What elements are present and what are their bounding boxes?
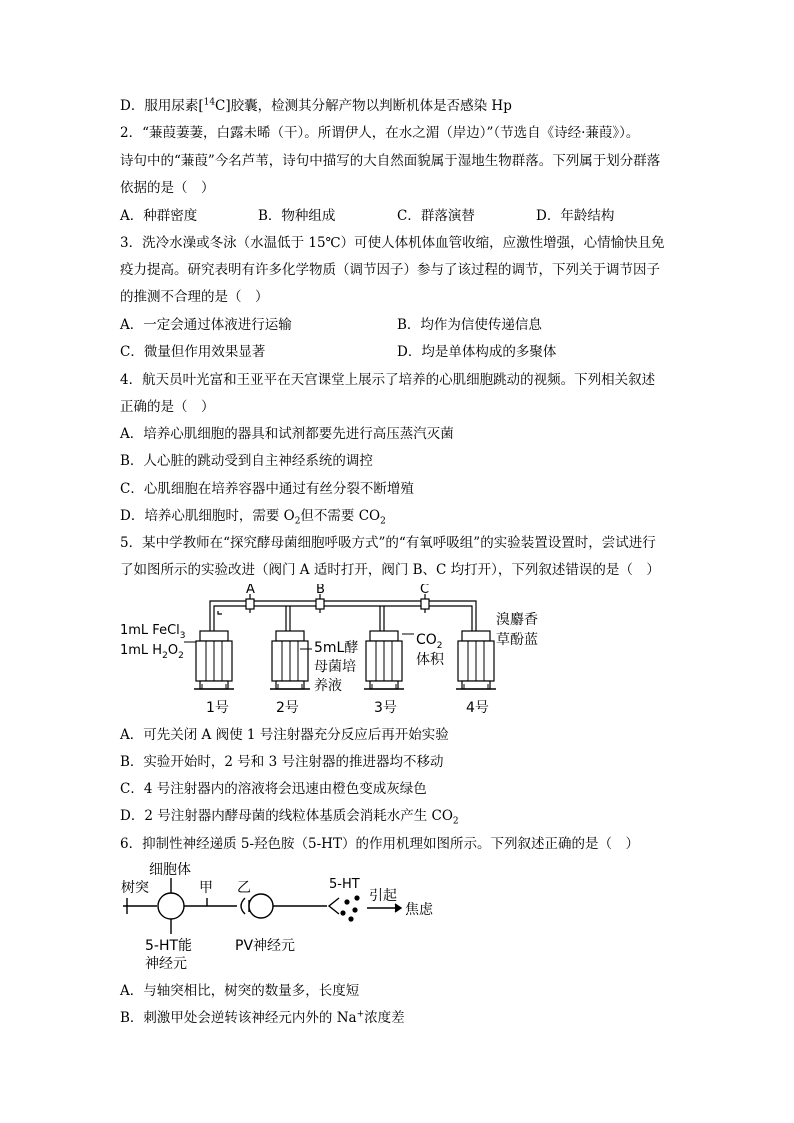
- q5-option-d: D．2 号注射器内酵母菌的线粒体基质会消耗水产生 $CO_2$: [120, 808, 459, 827]
- q2-option-c: C．群落演替: [397, 208, 475, 224]
- syringe-2-number: 2号: [276, 700, 299, 716]
- q2-option-a: A．种群密度: [120, 208, 198, 224]
- q3-option-c: C．微量但作用效果显著: [120, 344, 266, 360]
- q6-stem-line1: 6．抑制性神经递质 5-羟色胺（5-HT）的作用机理如图所示。下列叙述正确的是（ ）: [120, 836, 639, 852]
- valve-c-label: C: [420, 584, 430, 597]
- q5-stem-line2: 了如图所示的实验改进（阀门 A 适时打开，阀门 B、C 均打开），下列叙述错误的是（ ）: [120, 562, 660, 578]
- q6-neuron-diagram: [115, 858, 455, 976]
- pv-neuron-label: PV神经元: [235, 938, 296, 954]
- syringe-4-number: 4号: [466, 700, 489, 716]
- anxiety-label: 焦虑: [405, 902, 433, 918]
- q2-stem-line1: 2．“蒹葭萋萋，白露未晞（干）。所谓伊人，在水之湄（岸边）”（节选自《诗经·蒹葭》）。: [120, 125, 640, 141]
- q2-option-b: B．物种组成: [258, 208, 336, 224]
- syringe-4: [456, 631, 496, 689]
- q5-stem-line1: 5．某中学教师在“探究酵母菌细胞呼吸方式”的“有氧呼吸组”的实验装置设置时，尝试进行: [120, 535, 656, 551]
- jia-label: 甲: [199, 880, 213, 896]
- syringe-2: [270, 631, 310, 689]
- q3-option-d: D．均是单体构成的多聚体: [397, 344, 557, 360]
- syringe-3-number: 3号: [374, 700, 397, 716]
- syringe-4-label-line1: 溴麝香: [496, 612, 538, 628]
- q3-option-a: A．一定会通过体液进行运输: [120, 317, 292, 333]
- syringe-2-label-line2: 母菌培: [314, 659, 356, 675]
- syringe-1-label-line2: 1mL $H_2O_2$: [120, 643, 184, 661]
- valve-a-label: A: [246, 584, 255, 597]
- dendrite-label: 树突: [121, 880, 149, 896]
- cell-body-label: 细胞体: [149, 862, 191, 878]
- cause-label: 引起: [369, 888, 397, 904]
- q4-stem-line1: 4．航天员叶光富和王亚平在天宫课堂上展示了培养的心肌细胞跳动的视频。下列相关叙述: [120, 372, 656, 388]
- q4-option-d: D．培养心肌细胞时，需要 $O_2$但不需要 $CO_2$: [120, 508, 386, 527]
- syringe-1-label-line1: 1mL FeCl$_3$: [120, 623, 186, 641]
- q3-stem-line3: 的推测不合理的是（ ）: [120, 289, 269, 305]
- q4-option-c: C．心肌细胞在培养容器中通过有丝分裂不断增殖: [120, 481, 414, 497]
- syringe-1-number: 1号: [206, 700, 229, 716]
- syringe-3-label-line2: 体积: [416, 652, 444, 668]
- q1-option-d: D．服用尿素[$^{14}$C]胶囊，检测其分解产物以判断机体是否感染 Hp: [120, 97, 512, 114]
- 5ht-neuron-label-line2: 神经元: [145, 956, 187, 972]
- yi-label: 乙: [237, 880, 251, 896]
- q3-stem-line2: 疫力提高。研究表明有许多化学物质（调节因子）参与了该过程的调节，下列关于调节因子: [120, 262, 660, 278]
- syringe-1: [194, 631, 234, 689]
- q5-apparatus-diagram: [110, 584, 570, 719]
- syringe-3: [364, 631, 404, 689]
- q5-option-c: C．4 号注射器内的溶液将会迅速由橙色变成灰绿色: [120, 781, 427, 797]
- valve-b-label: B: [316, 584, 325, 597]
- q4-option-b: B．人心脏的跳动受到自主神经系统的调控: [120, 453, 373, 469]
- q5-option-b: B．实验开始时，2 号和 3 号注射器的推进器均不移动: [120, 754, 444, 770]
- 5ht-neuron-label-line1: 5-HT能: [145, 938, 193, 954]
- q6-option-a: A．与轴突相比，树突的数量多，长度短: [120, 983, 360, 999]
- syringe-2-label-line1: 5mL酵: [314, 640, 359, 656]
- q3-stem-line1: 3．洗冷水澡或冬泳（水温低于 15℃）可使人体机体血管收缩，应激性增强，心情愉快且免: [120, 235, 665, 251]
- q5-option-a: A．可先关闭 A 阀使 1 号注射器充分反应后再开始实验: [120, 727, 449, 743]
- q2-stem-line3: 依据的是（ ）: [120, 180, 215, 196]
- 5ht-label: 5-HT: [329, 877, 360, 892]
- q6-option-b: B．刺激甲处会逆转该神经元内外的 Na+浓度差: [120, 1009, 405, 1026]
- syringe-3-label-line1: $CO_2$: [416, 632, 443, 651]
- syringe-2-label-line3: 养液: [314, 678, 342, 694]
- q4-stem-line2: 正确的是（ ）: [120, 399, 215, 415]
- q2-stem-line2: 诗句中的“蒹葭”今名芦苇，诗句中描写的大自然面貌属于湿地生物群落。下列属于划分群落: [120, 153, 661, 169]
- syringe-4-label-line2: 草酚蓝: [496, 632, 538, 648]
- 5ht-vesicles: [340, 895, 359, 921]
- q2-option-d: D．年龄结构: [536, 208, 615, 224]
- q4-option-a: A．培养心肌细胞的器具和试剂都要先进行高压蒸汽灭菌: [120, 426, 454, 442]
- q3-option-b: B．均作为信使传递信息: [397, 317, 542, 333]
